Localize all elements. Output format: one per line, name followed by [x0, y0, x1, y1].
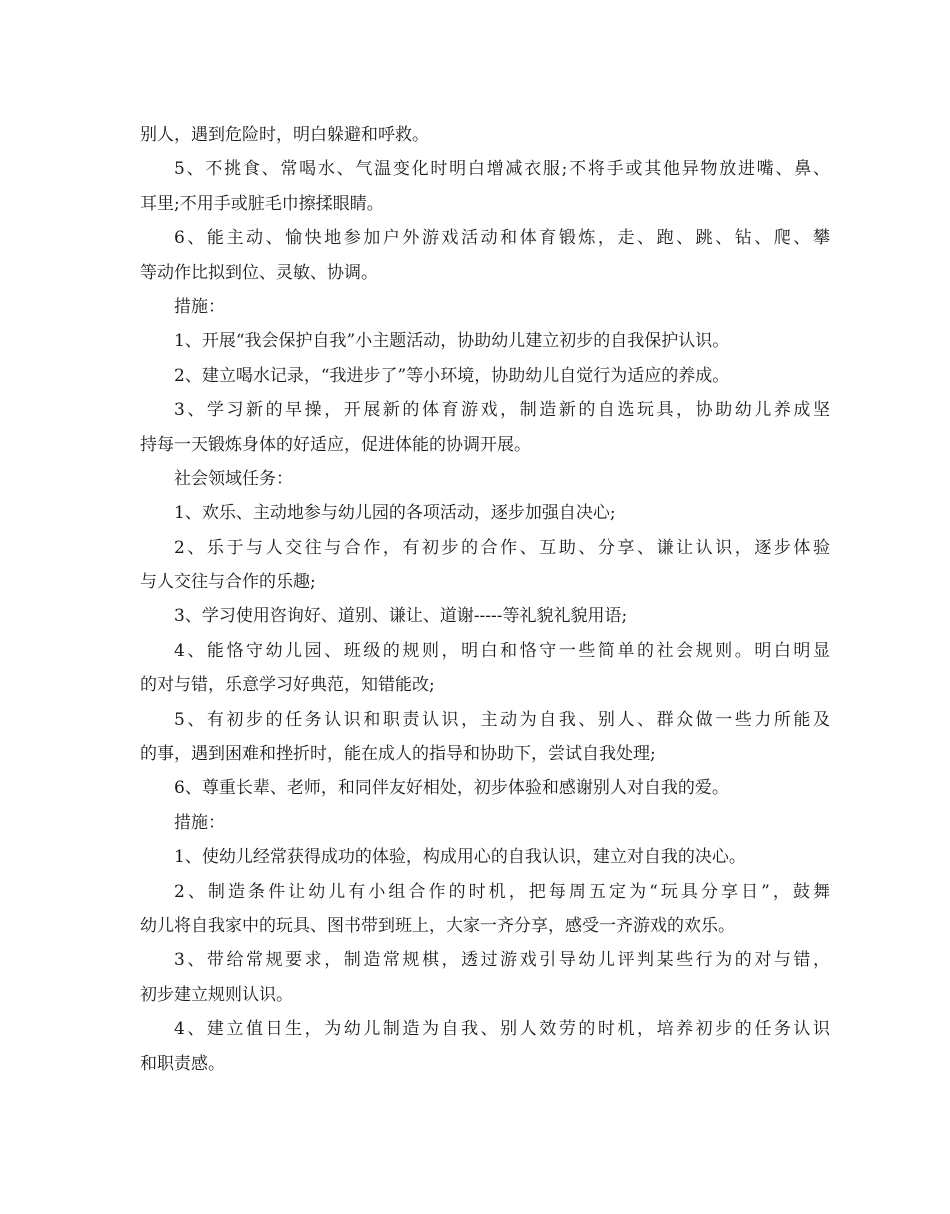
section-heading: 措施： — [174, 296, 225, 317]
text-line: 4、能恪守幼儿园、班级的规则，明白和恪守一些简单的社会规则。明白明显 — [174, 640, 830, 661]
text-line: 与人交往与合作的乐趣; — [140, 572, 316, 593]
text-line: 1、开展“我会保护自我”小主题活动，协助幼儿建立初步的自我保护认识。 — [174, 331, 730, 352]
text-line: 和职责感。 — [140, 1053, 225, 1074]
text-line: 持每一天锻炼身体的好适应，促进体能的协调开展。 — [140, 434, 531, 455]
text-line: 1、使幼儿经常获得成功的体验，构成用心的自我认识，建立对自我的决心。 — [174, 847, 746, 868]
text-line: 的对与错，乐意学习好典范，知错能改; — [140, 675, 435, 696]
text-line: 初步建立规则认识。 — [140, 984, 293, 1005]
text-line: 1、欢乐、主动地参与幼儿园的各项活动，逐步加强自决心; — [174, 503, 616, 524]
section-heading: 措施： — [174, 812, 225, 833]
text-line: 幼儿将自我家中的玩具、图书带到班上，大家一齐分享，感受一齐游戏的欢乐。 — [140, 915, 735, 936]
text-line: 6、能主动、愉快地参加户外游戏活动和体育锻炼，走、跑、跳、钻、爬、攀 — [174, 228, 830, 249]
document-page — [140, 118, 830, 1081]
text-line: 5、不挑食、常喝水、气温变化时明白增减衣服;不将手或其他异物放进嘴、鼻、 — [174, 159, 830, 180]
text-line: 别人，遇到危险时，明白躲避和呼救。 — [140, 125, 429, 145]
text-line: 3、学习新的早操，开展新的体育游戏，制造新的自选玩具，协助幼儿养成坚 — [174, 400, 830, 421]
text-line: 2、乐于与人交往与合作，有初步的合作、互助、分享、谦让认识，逐步体验 — [174, 537, 830, 558]
text-line: 的事，遇到困难和挫折时，能在成人的指导和协助下，尝试自我处理; — [140, 744, 656, 765]
text-line: 3、学习使用咨询好、道别、谦让、道谢-----等礼貌礼貌用语; — [174, 606, 628, 627]
text-line: 等动作比拟到位、灵敏、协调。 — [140, 262, 378, 283]
text-line: 4、建立值日生，为幼儿制造为自我、别人效劳的时机，培养初步的任务认识 — [174, 1019, 830, 1040]
section-heading: 社会领域任务： — [174, 468, 293, 489]
text-line: 6、尊重长辈、老师，和同伴友好相处，初步体验和感谢别人对自我的爱。 — [174, 778, 729, 799]
text-line: 3、带给常规要求，制造常规棋，透过游戏引导幼儿评判某些行为的对与错， — [174, 950, 830, 971]
text-line: 耳里;不用手或脏毛巾擦揉眼睛。 — [140, 193, 384, 214]
text-line: 5、有初步的任务认识和职责认识，主动为自我、别人、群众做一些力所能及 — [174, 709, 830, 730]
text-line: 2、建立喝水记录，“我进步了”等小环境，协助幼儿自觉行为适应的养成。 — [174, 365, 730, 386]
text-line: 2、制造条件让幼儿有小组合作的时机，把每周五定为“玩具分享日”，鼓舞 — [174, 881, 830, 902]
